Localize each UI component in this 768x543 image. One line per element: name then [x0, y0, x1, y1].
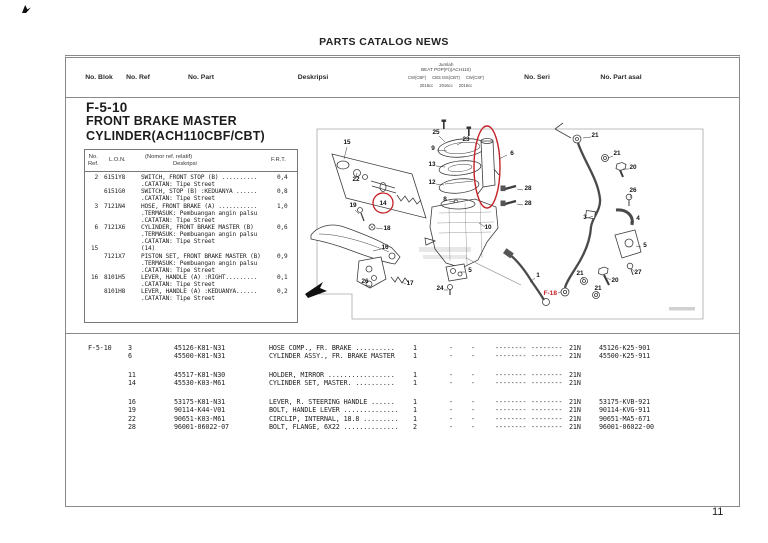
callout-number: 10 [484, 224, 492, 231]
separator: -------- [495, 352, 527, 361]
parts-row [66, 344, 739, 352]
origin-part-number: 96001-06022-00 [599, 422, 654, 431]
variant-label: CBS ISS(CBT) [432, 75, 460, 80]
separator: -------- [495, 414, 527, 423]
callout-number: 16 [381, 244, 389, 251]
row-gap [66, 360, 739, 371]
ref-number: 28 [128, 422, 136, 431]
separator: -------- [495, 344, 527, 352]
reference-table-line [85, 195, 297, 202]
dash: - [449, 414, 453, 423]
reference-table-line [85, 274, 297, 281]
lon-code: 6151G0 [104, 188, 126, 196]
description: .CATATAN: Tipe Street [141, 216, 215, 224]
dash: - [471, 422, 475, 431]
brake-hose-upper [555, 123, 626, 288]
ref-number: 19 [128, 406, 136, 415]
frt-value: 0,8 [277, 188, 288, 196]
lon-code: 7121N4 [104, 202, 126, 210]
section-code: F-5-10 [86, 100, 128, 115]
reference-table-line [85, 203, 297, 210]
description: HOLDER, MIRROR ................. [269, 371, 395, 380]
frt-value: 0,6 [277, 223, 288, 231]
ref-number: 3 [128, 344, 132, 352]
separator: -------- [531, 371, 563, 380]
reference-table-line [85, 231, 297, 238]
callout-number: 28 [524, 185, 532, 192]
serial-code: 21N [569, 344, 581, 352]
hdr-no-ref: No. Ref. [88, 154, 99, 167]
description: (14) [141, 245, 156, 253]
description: .CATATAN: Tipe Street [141, 295, 215, 303]
description: SWITCH, FRONT STOP (B) .......... [141, 174, 258, 181]
separator: -------- [495, 406, 527, 415]
origin-part-number: 53175-KVB-921 [599, 398, 651, 407]
dash: - [471, 398, 475, 407]
hdr-lon: L.O.N. [109, 157, 126, 163]
part-number: 53175-K81-N31 [174, 398, 226, 407]
lon-code: 8101H5 [104, 273, 126, 281]
part-number: 45126-K81-N31 [174, 344, 226, 352]
reference-table-line [85, 267, 297, 274]
callout-number: 21 [591, 132, 599, 139]
drawing-code-mark [669, 307, 695, 311]
description: BOLT, FLANGE, 6X22 .............. [269, 422, 399, 431]
part-number: 45517-K81-N30 [174, 371, 226, 380]
direction-arrow [305, 282, 327, 298]
year-labels [405, 80, 487, 88]
parts-row [66, 415, 739, 423]
origin-part-number: 45500-K25-911 [599, 352, 651, 361]
hdr-deskripsi: (Nomor ref. relatif) Deskripsi [145, 154, 197, 167]
callout-number: 4 [636, 215, 640, 222]
quantity: 2 [413, 422, 417, 431]
dash: - [449, 344, 453, 352]
lon-code: 7121X7 [104, 252, 126, 260]
separator: -------- [531, 344, 563, 352]
callout-number: 15 [343, 139, 351, 146]
reference-table-body [85, 172, 297, 303]
origin-part-number: 45126-K25-901 [599, 344, 651, 352]
reference-table-line [85, 288, 297, 295]
hose-fittings-right [561, 194, 641, 298]
description: .CATATAN: Tipe Street [141, 195, 215, 203]
parts-list [66, 344, 739, 431]
dash: - [449, 379, 453, 388]
section-title-line2: CYLINDER(ACH110CBF/CBT) [86, 129, 265, 143]
callout-number: 13 [428, 161, 436, 168]
description: SWITCH, STOP (B) :KEDUANYA ...... [141, 188, 258, 196]
lon-code: 7121X6 [104, 223, 126, 231]
part-number: 96001-06022-07 [174, 422, 229, 431]
description: LEVER, HANDLE (A) :RIGHT......... [141, 273, 258, 281]
separator: -------- [531, 422, 563, 431]
frt-value: 0,4 [277, 174, 288, 181]
col-no-blok: No. Blok [85, 74, 113, 81]
part-number: 45530-K03-M61 [174, 379, 226, 388]
separator: -------- [495, 379, 527, 388]
col-no-part-asal: No. Part asal [600, 74, 642, 81]
origin-part-number: 90651-MA5-671 [599, 414, 651, 423]
callout-number: 25 [432, 129, 440, 136]
reference-table-line [85, 224, 297, 231]
dash: - [471, 379, 475, 388]
parts-row [66, 352, 739, 360]
description: .TERMASUK: Pembuangan angin palsu [141, 231, 258, 239]
separator: -------- [495, 398, 527, 407]
variant-labels [405, 72, 487, 80]
callout-number: 14 [379, 200, 387, 207]
reference-table-line [85, 295, 297, 302]
dash: - [449, 406, 453, 415]
description: HOSE, FRONT BRAKE (A) ........... [141, 202, 258, 210]
callout-number: 27 [634, 269, 642, 276]
reference-table-line [85, 174, 297, 181]
lever-pivot-screws [358, 208, 376, 231]
print-registration-mark [22, 5, 31, 13]
reference-table-line [85, 188, 297, 195]
ref-number: 3 [94, 202, 98, 210]
parts-row [66, 379, 739, 387]
reference-table-line [85, 238, 297, 245]
description: BOLT, HANDLE LEVER .............. [269, 406, 399, 415]
diagram-frame [317, 129, 703, 319]
callout-number: 12 [428, 179, 436, 186]
parts-row [66, 398, 739, 406]
year-label: 2016cc [419, 83, 434, 88]
jumlah-label: Jumlah [438, 62, 454, 67]
ref-number: 14 [128, 379, 136, 388]
origin-part-number: 90114-KVG-911 [599, 406, 651, 415]
separator: -------- [531, 406, 563, 415]
row-gap [66, 387, 739, 398]
hdr-frt: F.R.T. [271, 157, 286, 163]
ref-number: 16 [128, 398, 136, 407]
page-number: 11 [712, 506, 724, 518]
reference-table-line [85, 181, 297, 188]
callout-number: 23 [462, 136, 470, 143]
part-number: 45500-K81-N31 [174, 352, 226, 361]
callout-number: 21 [613, 150, 621, 157]
description: CYLINDER SET, MASTER. .......... [269, 379, 395, 388]
callout-number: 28 [524, 200, 532, 207]
dash: - [471, 414, 475, 423]
ref-number: 6 [94, 223, 98, 231]
callout-number: 5 [468, 267, 472, 274]
callout-number: 3 [583, 214, 587, 221]
col-jumlah-block [405, 62, 487, 88]
description: LEVER, HANDLE (A) :KEDUANYA...... [141, 288, 258, 296]
ref-number: 22 [128, 414, 136, 423]
separator: -------- [531, 414, 563, 423]
dash: - [449, 398, 453, 407]
blok-code: F-5-10 [88, 344, 112, 352]
serial-code: 21N [569, 352, 581, 361]
lon-code: 8101H8 [104, 288, 126, 296]
bolts-28 [501, 186, 517, 207]
parts-row [66, 371, 739, 379]
callout-number: 21 [576, 270, 584, 277]
ref-number: 2 [94, 174, 98, 181]
quantity: 1 [413, 398, 417, 407]
section-divider [66, 333, 739, 334]
year-label: 2016cc [458, 83, 473, 88]
ref-number: 6 [128, 352, 132, 361]
callout-number: 21 [594, 285, 602, 292]
description: .TERMASUK: Pembuangan angin palsu [141, 259, 258, 267]
description: LEVER, R. STEERING HANDLE ...... [269, 398, 395, 407]
description: .CATATAN: Tipe Street [141, 281, 215, 289]
variant-label: CW(CBF) [408, 75, 427, 80]
frt-value: 0,9 [277, 252, 288, 260]
page-title: PARTS CATALOG NEWS [319, 36, 449, 48]
callout-number: 20 [629, 164, 637, 171]
section-title-line1: FRONT BRAKE MASTER [86, 114, 237, 128]
description: .CATATAN: Tipe Street [141, 266, 215, 274]
reference-table-line [85, 253, 297, 260]
separator: -------- [531, 352, 563, 361]
dash: - [449, 371, 453, 380]
callout-number: 22 [352, 176, 360, 183]
serial-code: 21N [569, 398, 581, 407]
callout-number: 26 [361, 278, 369, 285]
separator: -------- [495, 371, 527, 380]
dash: - [471, 344, 475, 352]
callout-number: 8 [443, 196, 447, 203]
reference-table-line [85, 260, 297, 267]
callout-number: 20 [611, 277, 619, 284]
frt-value: 1,0 [277, 202, 288, 210]
ref-number: 16 [90, 273, 98, 281]
callout-number: 19 [349, 202, 357, 209]
figure-ref-f18: F-18 [543, 290, 557, 297]
quantity: 1 [413, 414, 417, 423]
dash: - [449, 352, 453, 361]
piston-set-panel [332, 154, 426, 218]
description: .CATATAN: Tipe Street [141, 181, 215, 189]
column-header-band [65, 55, 740, 101]
reference-table-line [85, 210, 297, 217]
dash: - [449, 422, 453, 431]
frt-value: 0,1 [277, 273, 288, 281]
serial-code: 21N [569, 414, 581, 423]
parts-row [66, 423, 739, 431]
quantity: 1 [413, 371, 417, 380]
callout-number: 5 [643, 242, 647, 249]
reference-table-line [85, 281, 297, 288]
ref-number: 11 [128, 371, 136, 380]
ref-number: 15 [90, 245, 98, 253]
separator: -------- [495, 422, 527, 431]
exploded-parts-diagram [299, 111, 739, 323]
year-label: 2016cc [439, 83, 453, 88]
dash: - [471, 371, 475, 380]
separator: -------- [531, 379, 563, 388]
reference-table-header [85, 150, 297, 172]
reference-table-line [85, 217, 297, 224]
frt-value: 0,2 [277, 288, 288, 296]
description: CYLINDER ASSY., FR. BRAKE MASTER [269, 352, 395, 361]
serial-code: 21N [569, 422, 581, 431]
col-no-seri: No. Seri [524, 74, 550, 81]
dash: - [471, 406, 475, 415]
model-label: BEAT POP(FI)(ACH110) [421, 67, 471, 72]
cylinder-clamp [446, 264, 467, 295]
description: CYLINDER, FRONT BRAKE MASTER (B) [141, 223, 254, 231]
col-no-part: No. Part [187, 74, 215, 81]
callout-number: 9 [431, 145, 435, 152]
part-number: 90114-K44-V01 [174, 406, 226, 415]
lon-code: 6151Y8 [104, 174, 126, 181]
serial-code: 21N [569, 406, 581, 415]
dash: - [471, 352, 475, 361]
quantity: 1 [413, 406, 417, 415]
callout-number: 1 [536, 272, 540, 279]
callout-number: 18 [383, 225, 391, 232]
col-deskripsi: Deskripsi [297, 74, 329, 81]
description: .TERMASUK: Pembuangan angin palsu [141, 209, 258, 217]
callout-number: 24 [436, 285, 444, 292]
separator: -------- [531, 398, 563, 407]
serial-code: 21N [569, 371, 581, 380]
quantity: 1 [413, 379, 417, 388]
quantity: 1 [413, 344, 417, 352]
callout-number: 17 [406, 280, 414, 287]
description: CIRCLIP, INTERNAL, 18.8 ......... [269, 414, 399, 423]
description: PISTON SET, FRONT BRAKE MASTER (B) [141, 252, 261, 260]
reference-table-line [85, 245, 297, 252]
part-number: 90651-K03-M61 [174, 414, 226, 423]
callout-number: 26 [629, 187, 637, 194]
figure-panel [65, 97, 740, 507]
quantity: 1 [413, 352, 417, 361]
serial-code: 21N [569, 379, 581, 388]
variant-label: CW(CSF) [465, 75, 484, 80]
description: .CATATAN: Tipe Street [141, 238, 215, 246]
parts-row [66, 406, 739, 414]
reference-table [84, 149, 298, 323]
col-no-ref: No. Ref [126, 74, 150, 81]
callout-number: 6 [510, 150, 514, 157]
description: HOSE COMP., FR. BRAKE .......... [269, 344, 395, 352]
